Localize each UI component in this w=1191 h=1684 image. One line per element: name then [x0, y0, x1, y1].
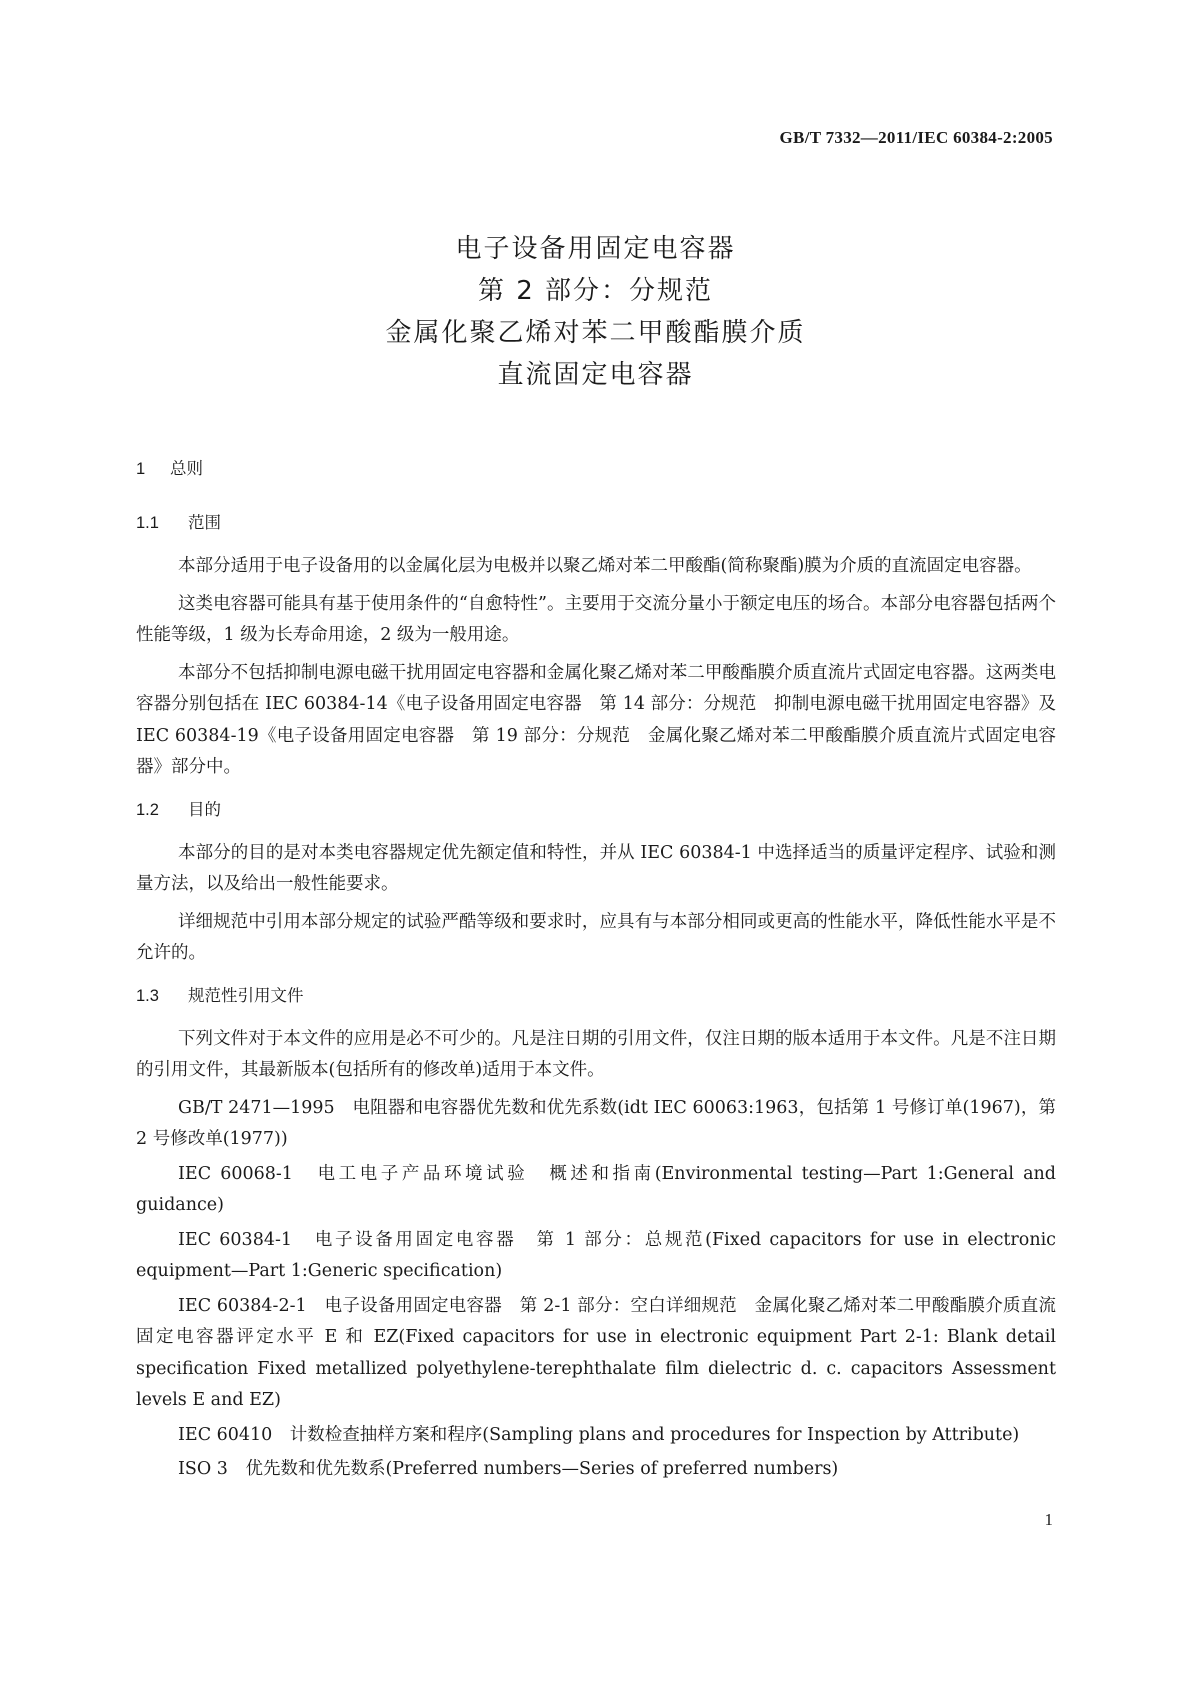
- page-number: 1: [1044, 1510, 1053, 1529]
- section-title: 规范性引用文件: [188, 985, 304, 1005]
- section-heading-1: [136, 455, 1056, 479]
- reference-item: ISO 3 优先数和优先数系(Preferred numbers—Series of preferred numbers): [178, 1459, 839, 1479]
- reference-item: IEC 60410 计数检查抽样方案和程序(Sampling plans and procedures for Inspection by Attribute): [178, 1424, 1020, 1445]
- section-heading-1-3: [136, 982, 1056, 1006]
- paragraph: 本部分的目的是对本类电容器规定优先额定值和特性，并从 IEC 60384-1 中选择适当的质量评定程序、试验和测量方法，以及给出一般性能要求。: [136, 842, 1056, 894]
- paragraph: 下列文件对于本文件的应用是必不可少的。凡是注日期的引用文件，仅注日期的版本适用于本文件。凡是不注日期的引用文件，其最新版本(包括所有的修改单)适用于本文件。: [136, 1028, 1056, 1080]
- standard-number: GB/T 7332—2011/IEC 60384-2:2005: [779, 128, 1053, 147]
- paragraph: 这类电容器可能具有基于使用条件的“自愈特性”。主要用于交流分量小于额定电压的场合。本部分电容器包括两个性能等级，1 级为长寿命用途，2 级为一般用途。: [136, 593, 1056, 645]
- reference-item: GB/T 2471—1995 电阻器和电容器优先数和优先系数(idt IEC 60063:1963，包括第 1 号修订单(1967)，第 2 号修改单(1977)): [136, 1097, 1056, 1149]
- reference-item: IEC 60384-1 电子设备用固定电容器 第 1 部分：总规范(Fixed capacitors for use in electronic equipment—Part 1:Generic specification): [136, 1229, 1056, 1281]
- section-title: 总则: [170, 459, 203, 478]
- title-line: 直流固定电容器: [497, 360, 694, 390]
- paragraph: 详细规范中引用本部分规定的试验严酷等级和要求时，应具有与本部分相同或更高的性能水平，降低性能水平是不允许的。: [136, 911, 1056, 963]
- section-number: 1.3: [136, 986, 159, 1005]
- document-body: [136, 455, 1056, 1489]
- paragraph: 本部分不包括抑制电源电磁干扰用固定电容器和金属化聚乙烯对苯二甲酸酯膜介质直流片式固定电容器。这两类电容器分别包括在 IEC 60384-14《电子设备用固定电容器 第 14 部分：分规范 抑制电源电磁干扰用固定电容器》及 IEC 60384-19《电子设备用固定电容器 第 19 部分：分规范 金属化聚乙烯对苯二甲酸酯膜介质直流片式固定电容器》部分中。: [136, 662, 1056, 777]
- section-title: 目的: [188, 799, 221, 819]
- section-number: 1.2: [136, 800, 159, 819]
- section-title: 范围: [188, 513, 221, 532]
- title-line: 第 2 部分：分规范: [477, 276, 714, 306]
- section-heading-1-2: [136, 796, 1056, 820]
- reference-item: IEC 60384-2-1 电子设备用固定电容器 第 2-1 部分：空白详细规范 金属化聚乙烯对苯二甲酸酯膜介质直流固定电容器评定水平 E 和 EZ(Fixed capacitors for use in electronic equipment Part 2-1: Blank detail specification Fixed metallized polyethylene-terephthalate film dielectric d. c. capacitors Assessment levels E and EZ): [136, 1295, 1056, 1410]
- section-number: 1: [136, 460, 146, 478]
- document-title: [0, 228, 1191, 396]
- section-heading-1-1: [136, 509, 1056, 533]
- section-number: 1.1: [136, 514, 159, 532]
- title-line: 金属化聚乙烯对苯二甲酸酯膜介质: [385, 318, 806, 348]
- paragraph: 本部分适用于电子设备用的以金属化层为电极并以聚乙烯对苯二甲酸酯(简称聚酯)膜为介质的直流固定电容器。: [178, 556, 1032, 576]
- title-line: 电子设备用固定电容器: [455, 234, 736, 264]
- reference-item: IEC 60068-1 电工电子产品环境试验 概述和指南(Environmental testing—Part 1:General and guidance): [136, 1163, 1056, 1215]
